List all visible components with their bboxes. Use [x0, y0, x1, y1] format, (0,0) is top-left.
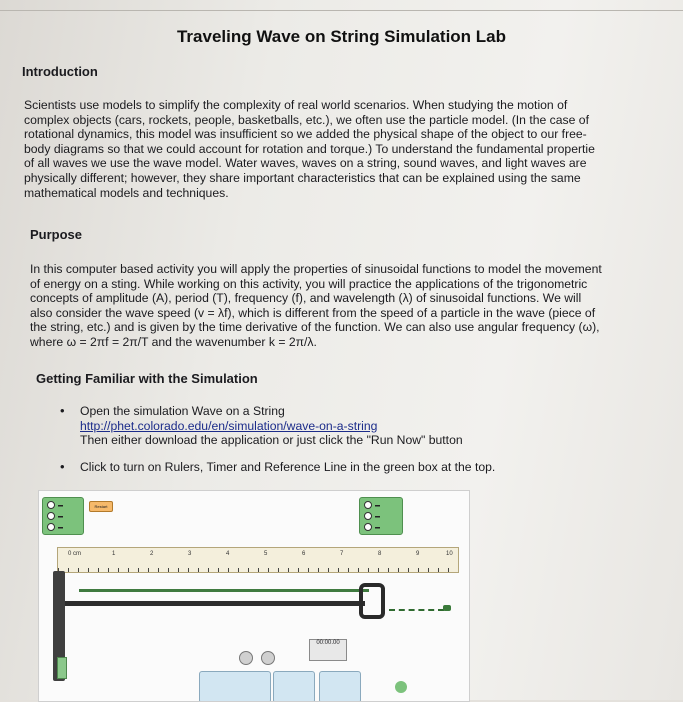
purpose-line-4: also consider the wave speed (v = λf), which is different from the speed of a particle in the wave (piece of	[30, 305, 596, 320]
ruler-tick: 8	[378, 551, 382, 557]
ruler-tick: 10	[446, 551, 453, 557]
radio-loose-end[interactable]: ▬	[364, 512, 380, 521]
ruler-tick: 6	[302, 551, 306, 557]
ruler-tick: 5	[264, 551, 268, 557]
end-clamp	[359, 583, 385, 619]
instruction-list	[60, 404, 495, 474]
purpose-line-6: where ω = 2πf = 2π/T and the wavenumber k = 2π/λ.	[30, 334, 317, 349]
ruler-tick: 7	[340, 551, 344, 557]
ruler-scale	[58, 568, 458, 572]
purpose-heading: Purpose	[30, 227, 83, 242]
damping-panel[interactable]	[199, 671, 271, 702]
wave-string	[79, 589, 369, 592]
reference-line[interactable]	[389, 609, 444, 611]
radio-pulse[interactable]: ▬	[47, 523, 63, 532]
introduction-heading: Introduction	[22, 64, 98, 79]
intro-line-6: physically different; however, they share important characteristics that can be explained using the same	[24, 170, 581, 185]
radio-oscillate[interactable]: ▬	[47, 512, 63, 521]
mode-panel	[42, 497, 84, 535]
horizontal-ruler[interactable]	[57, 547, 459, 573]
phet-link[interactable]: http://phet.colorado.edu/en/simulation/wave-on-a-string	[80, 418, 378, 433]
intro-line-7: mathematical models and techniques.	[24, 185, 229, 200]
bullet2-text: Click to turn on Rulers, Timer and Reference Line in the green box at the top.	[80, 459, 496, 474]
intro-line-5: of all waves we use the wave model. Water waves, waves on a string, sound waves, and light waves are	[24, 156, 587, 171]
purpose-paragraph	[30, 262, 602, 350]
string-support-bar	[65, 601, 365, 606]
reset-all-icon[interactable]	[395, 681, 407, 693]
ruler-tick: 1	[112, 551, 116, 557]
radio-manual[interactable]: ▬	[47, 501, 63, 510]
ruler-tick: 4	[226, 551, 230, 557]
tension-panel[interactable]	[273, 671, 315, 702]
intro-line-1: Scientists use models to simplify the complexity of real world scenarios. When studying the motion of	[24, 98, 568, 112]
purpose-line-3: concepts of amplitude (A), period (T), frequency (f), and wavelength (λ) of sinusoidal functions. We will	[30, 291, 582, 306]
bullet1-line1: • Open the simulation Wave on a String	[80, 404, 285, 418]
pause-button[interactable]	[239, 651, 253, 665]
purpose-line-5: the string, etc.) and is given by the time derivative of the function. We can also use angular frequency (ω),	[30, 320, 600, 335]
list-item	[60, 404, 495, 448]
radio-fixed-end[interactable]: ▬	[364, 501, 380, 510]
purpose-line-2: of energy on a sting. While working on this activity, you will practice the applications of the trigonometric	[30, 276, 588, 291]
end-mode-panel	[359, 497, 403, 535]
ruler-tick: 3	[188, 551, 192, 557]
ruler-tick: 0 cm	[68, 551, 82, 557]
ruler-tick: 2	[150, 551, 154, 557]
tools-panel[interactable]	[319, 671, 361, 702]
reference-line-handle[interactable]	[443, 605, 451, 611]
intro-line-4: body diagrams so that we could account for rotation and torque.) To understand the fundamental propertie	[24, 141, 595, 156]
page-title: Traveling Wave on String Simulation Lab	[176, 27, 507, 46]
bullet1-line3: Then either download the application or just click the "Run Now" button	[80, 433, 463, 448]
ruler-tick: 9	[416, 551, 420, 557]
timer-display[interactable]: 00:00.00	[309, 639, 347, 661]
step-button[interactable]	[261, 651, 275, 665]
radio-no-end[interactable]: ▬	[364, 523, 380, 532]
intro-line-2: complex objects (cars, rockets, people, basketballs, etc.), we often use the particle model. (In the case of	[24, 112, 589, 127]
restart-button[interactable]: Restart	[89, 501, 113, 512]
simulation-screenshot	[38, 490, 470, 702]
top-edge-line	[0, 0, 683, 11]
introduction-paragraph	[24, 98, 595, 200]
getting-familiar-heading: Getting Familiar with the Simulation	[36, 371, 258, 386]
list-item	[60, 460, 495, 475]
intro-line-3: rotational dynamics, this model was insufficient so we added the physical shape of the object to our free-	[24, 127, 587, 142]
vertical-ruler-icon[interactable]	[57, 657, 67, 679]
purpose-line-1: In this computer based activity you will apply the properties of sinusoidal functions to model the movement	[30, 262, 602, 276]
